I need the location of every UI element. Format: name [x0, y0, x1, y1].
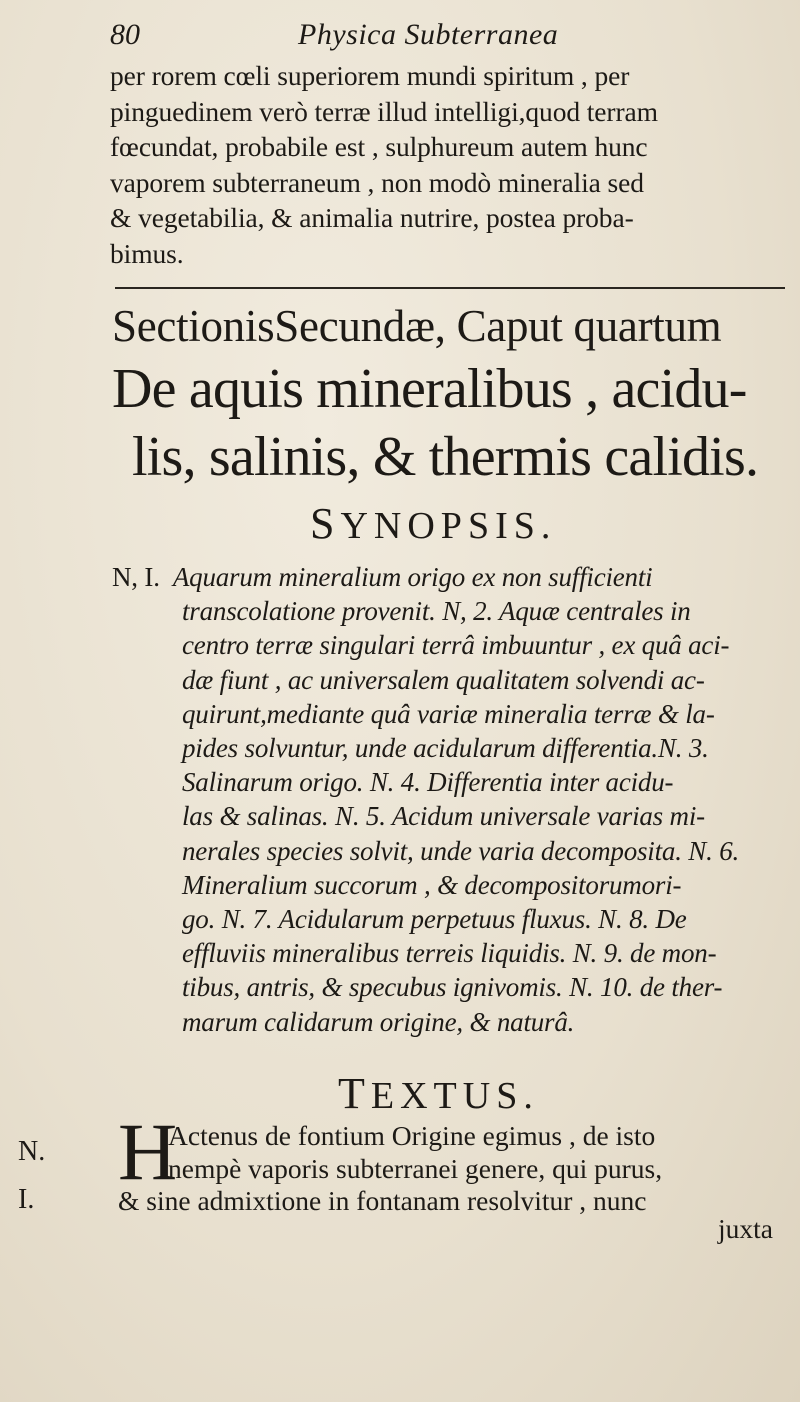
text-line: fœcundat, probabile est , sulphureum autem hunc [110, 131, 648, 162]
running-head: Physica Subterranea [298, 18, 559, 51]
chapter-title-line: lis, salinis, & thermis calidis. [132, 426, 759, 488]
synopsis-line: transcolatione provenit. N, 2. Aquæ centrales in [182, 596, 691, 627]
synopsis-line: marum calidarum origine, & naturâ. [182, 1006, 575, 1037]
synopsis-line: quirunt,mediante quâ variæ mineralia terræ & la- [182, 698, 715, 729]
text-line: bimus. [110, 237, 184, 269]
synopsis-lead-number: N, I. [112, 562, 160, 592]
synopsis-paragraph [112, 560, 792, 1039]
chapter-title [112, 355, 758, 491]
text-line: per rorem cœli superiorem mundi spiritum , per [110, 60, 630, 91]
drop-cap: H [118, 1106, 178, 1197]
synopsis-line: Salinarum origo. N. 4. Differentia inter acidu- [182, 767, 674, 798]
textus-heading-cap: T [338, 1069, 371, 1118]
intro-paragraph [110, 58, 790, 271]
synopsis-line: Mineralium succorum , & decompositorumori- [182, 869, 682, 900]
margin-note [18, 1128, 45, 1224]
page-number: 80 [110, 18, 140, 51]
text-line: vaporem subterraneum , non modò mineralia sed [110, 166, 644, 198]
synopsis-line: effluviis mineralibus terreis liquidis. N. 9. de mon- [182, 938, 717, 969]
main-line: Actenus de fontium Origine egimus , de isto [168, 1120, 656, 1151]
synopsis-line: centro terræ singulari terrâ imbuuntur , ex quâ aci- [182, 630, 730, 661]
main-line: nempè vaporis subterranei genere, qui purus, [168, 1152, 663, 1184]
catchword: juxta [718, 1213, 773, 1244]
synopsis-line: nerales species solvit, unde varia decomposita. N. 6. [182, 835, 740, 866]
chapter-title-line: De aquis mineralibus , acidu- [112, 358, 747, 420]
synopsis-heading-rest: YNOPSIS. [340, 505, 557, 547]
synopsis-line: pides solvuntur, unde acidularum differentia.N. 3. [182, 733, 709, 764]
textus-heading-rest: EXTUS. [370, 1075, 539, 1117]
synopsis-heading-cap: S [310, 499, 341, 548]
synopsis-line: Aquarum mineralium origo ex non sufficienti [172, 562, 653, 592]
synopsis-line: tibus, antris, & specubus ignivomis. N. 10. de ther- [182, 972, 723, 1003]
synopsis-line: go. N. 7. Acidularum perpetuus fluxus. N. 8. De [182, 904, 687, 935]
textus-heading [338, 1068, 539, 1119]
section-rule [115, 287, 785, 289]
text-line: pinguedinem verò terræ illud intelligi,quod terram [110, 95, 658, 127]
synopsis-heading [310, 498, 556, 549]
synopsis-line: las & salinas. N. 5. Acidum universale varias mi- [182, 801, 705, 832]
main-line: & sine admixtione in fontanam resolvitur , nunc [118, 1185, 647, 1216]
main-paragraph [118, 1120, 798, 1218]
synopsis-line: dæ fiunt , ac universalem qualitatem solvendi ac- [182, 664, 705, 695]
section-heading: SectionisSecundæ, Caput quartum [112, 301, 722, 351]
text-line: & vegetabilia, & animalia nutrire, postea proba- [110, 202, 634, 233]
margin-note-line: N. [18, 1136, 46, 1167]
margin-note-line: I. [18, 1184, 35, 1215]
